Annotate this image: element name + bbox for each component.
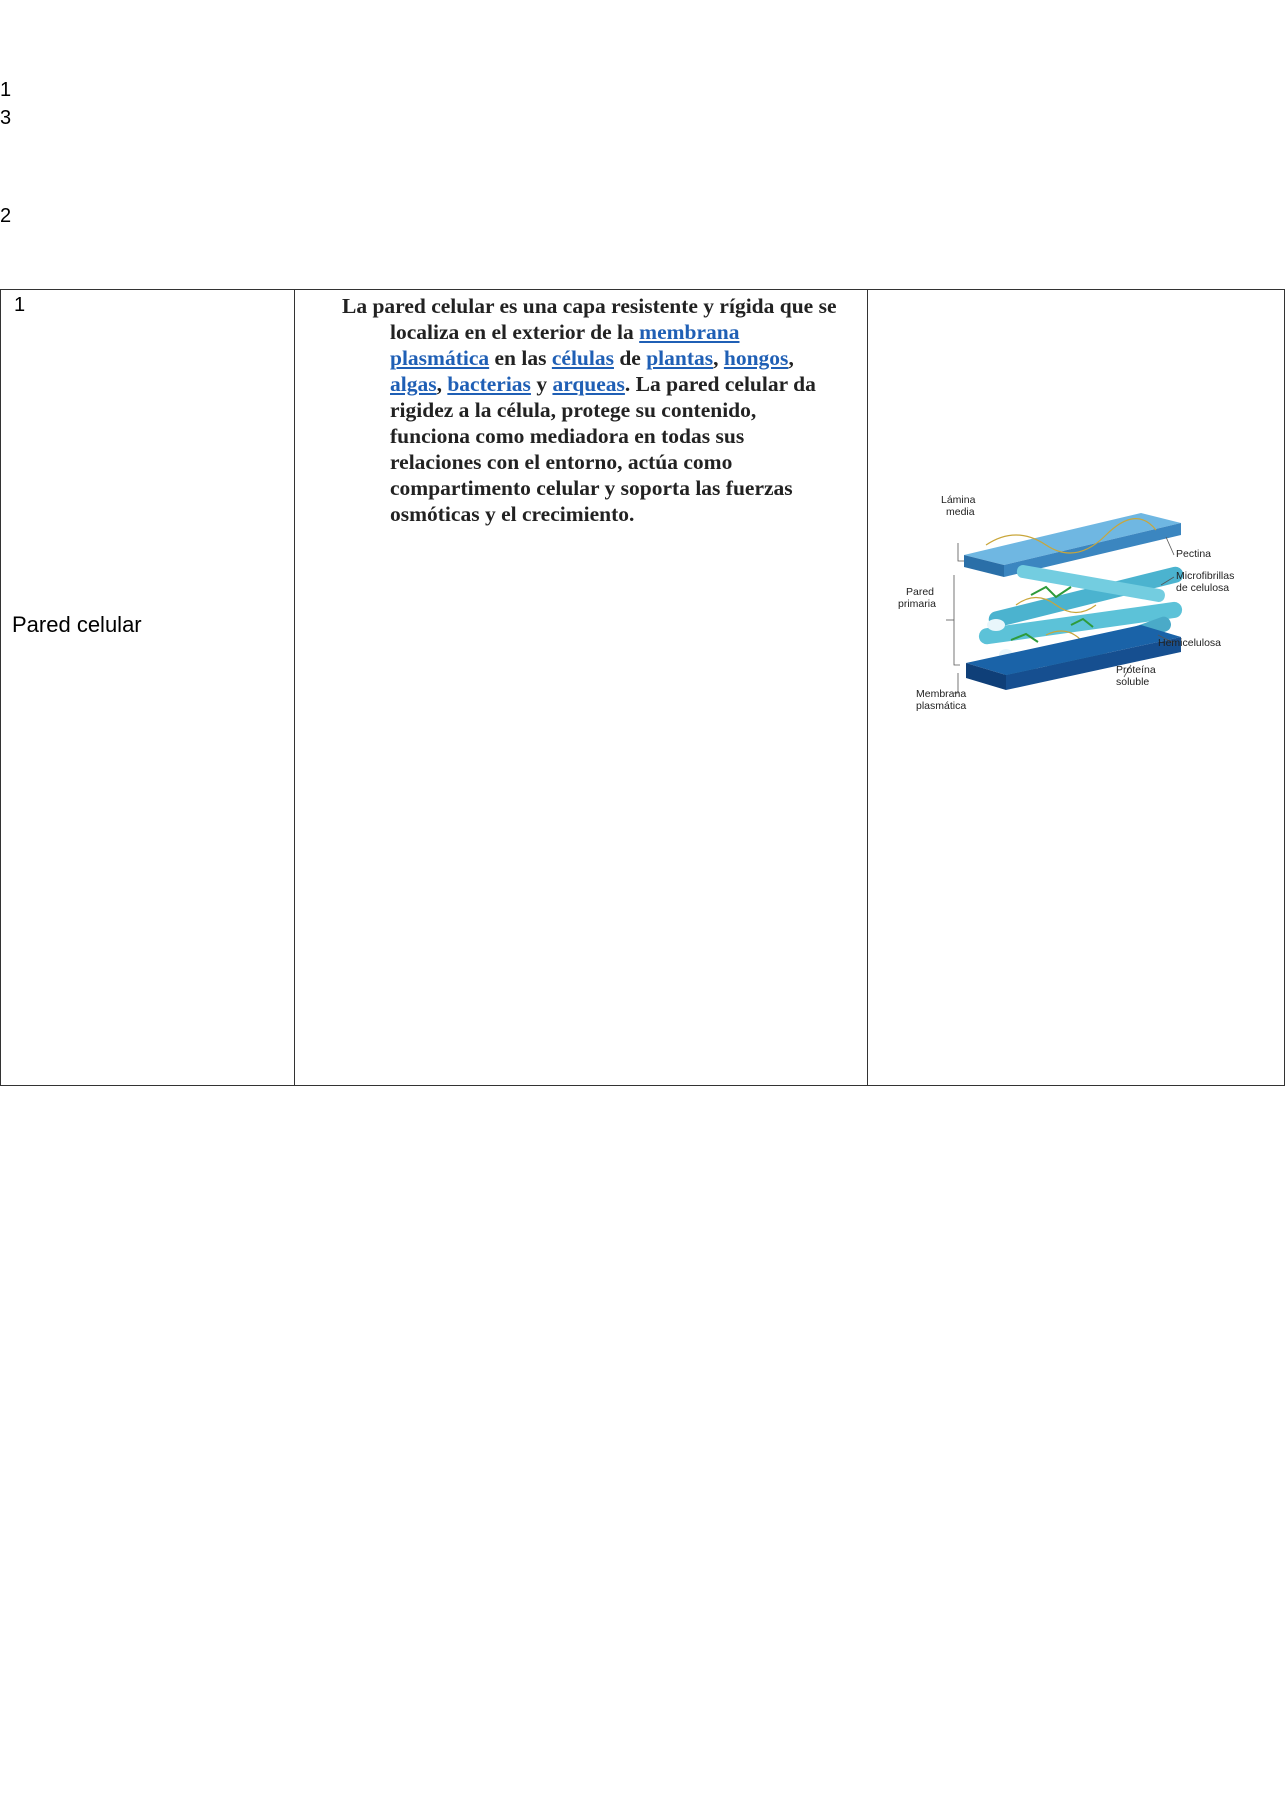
label-pared-primaria: primaria — [898, 598, 936, 610]
label-lamina: Lámina — [941, 494, 976, 506]
term-cell — [1, 290, 295, 1086]
label-proteina: Proteína — [1116, 664, 1156, 676]
description-paragraph — [342, 293, 837, 527]
desc-text: y — [530, 372, 553, 396]
link-membrana-plasmatica[interactable]: membrana plasmática — [390, 320, 740, 370]
link-algas[interactable]: algas — [390, 372, 437, 396]
description-cell — [295, 290, 868, 1086]
desc-text: , — [713, 346, 724, 370]
link-plantas[interactable]: plantas — [646, 346, 714, 370]
margin-number-3: 3 — [0, 107, 12, 129]
label-soluble: soluble — [1116, 676, 1150, 688]
desc-text: , — [436, 372, 448, 396]
label-pectina: Pectina — [1176, 548, 1212, 560]
row-number: 1 — [14, 294, 26, 316]
margin-number-2: 2 — [0, 205, 12, 227]
desc-text: en las — [489, 346, 552, 370]
label-membrana-plasmatica: plasmática — [916, 700, 967, 712]
table-row — [1, 290, 1285, 1086]
desc-text: de — [613, 346, 647, 370]
label-membrana: Membrana — [916, 688, 967, 700]
link-bacterias[interactable]: bacterias — [447, 372, 531, 396]
cell-wall-diagram — [896, 485, 1235, 720]
desc-text: , — [788, 346, 794, 370]
label-microfibrillas: Microfibrillas — [1176, 570, 1235, 582]
label-pared: Pared — [906, 586, 935, 598]
content-table — [0, 289, 1285, 1086]
margin-number-1: 1 — [0, 79, 12, 101]
term-label: Pared celular — [12, 612, 142, 637]
image-cell — [868, 290, 1285, 1086]
desc-text: La pared celular es una capa resistente y rígida que se localiza en el exterior de la — [342, 294, 837, 344]
label-de-celulosa: de celulosa — [1176, 582, 1230, 594]
link-celulas[interactable]: células — [551, 346, 614, 370]
link-arqueas[interactable]: arqueas — [552, 372, 625, 396]
label-hemicelulosa: Hemicelulosa — [1158, 637, 1222, 649]
link-hongos[interactable]: hongos — [723, 346, 789, 370]
label-lamina-media: media — [946, 506, 975, 518]
desc-text: . La pared celular da rigidez a la célula, protege su contenido, funciona como mediadora en todas sus relaciones con el entorno, actúa como compartimento celular y soporta las fuerzas osmóticas y el crecimiento. — [390, 372, 816, 526]
